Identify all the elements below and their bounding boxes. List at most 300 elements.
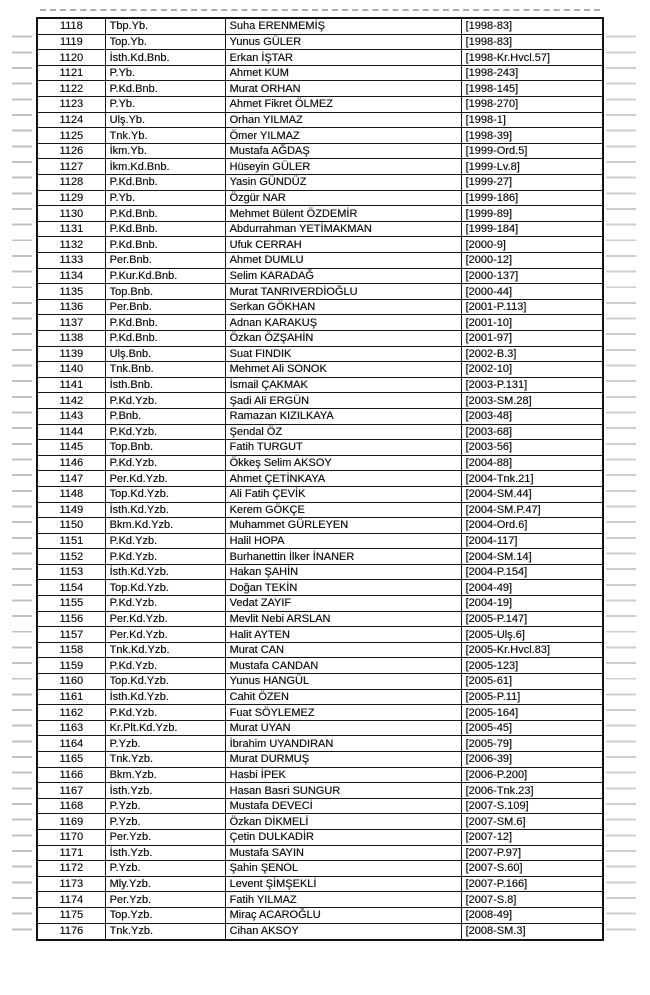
register-code-cell: [2003-P.131]	[461, 377, 603, 393]
register-code-cell: [2004-Tnk.21]	[461, 471, 603, 487]
name-cell: Vedat ZAYIF	[225, 596, 461, 612]
name-cell: Halit AYTEN	[225, 627, 461, 643]
register-code-cell: [2005-79]	[461, 736, 603, 752]
rank-cell: Top.Kd.Yzb.	[105, 486, 225, 502]
name-cell: Ali Fatih ÇEVİK	[225, 486, 461, 502]
register-code-cell: [1999-27]	[461, 175, 603, 191]
name-cell: Halil HOPA	[225, 533, 461, 549]
row-number-cell: 1175	[37, 907, 105, 923]
name-cell: Ahmet KUM	[225, 65, 461, 81]
register-code-cell: [1998-243]	[461, 65, 603, 81]
name-cell: Mevlit Nebi ARSLAN	[225, 611, 461, 627]
register-code-cell: [2002-B.3]	[461, 346, 603, 362]
row-number-cell: 1157	[37, 627, 105, 643]
rank-cell: P.Kd.Yzb.	[105, 705, 225, 721]
name-cell: Ahmet ÇETİNKAYA	[225, 471, 461, 487]
table-row	[37, 752, 603, 768]
row-number-cell: 1155	[37, 596, 105, 612]
row-number-cell: 1176	[37, 923, 105, 940]
register-code-cell: [1998-83]	[461, 18, 603, 34]
rank-cell: Tnk.Kd.Yzb.	[105, 642, 225, 658]
register-code-cell: [2004-SM.44]	[461, 486, 603, 502]
rank-cell: Kr.Plt.Kd.Yzb.	[105, 720, 225, 736]
row-number-cell: 1173	[37, 876, 105, 892]
rank-cell: Per.Kd.Yzb.	[105, 611, 225, 627]
table-row	[37, 299, 603, 315]
row-number-cell: 1159	[37, 658, 105, 674]
name-cell: Levent ŞİMŞEKLİ	[225, 876, 461, 892]
scan-noise-right	[606, 22, 636, 940]
rank-cell: Per.Kd.Yzb.	[105, 627, 225, 643]
register-code-cell: [2007-S.109]	[461, 798, 603, 814]
register-code-cell: [1998-145]	[461, 81, 603, 97]
name-cell: Fatih TURGUT	[225, 440, 461, 456]
register-code-cell: [2006-P.200]	[461, 767, 603, 783]
name-cell: Fuat SÖYLEMEZ	[225, 705, 461, 721]
table-row	[37, 221, 603, 237]
name-cell: Selim KARADAĞ	[225, 268, 461, 284]
row-number-cell: 1162	[37, 705, 105, 721]
rank-cell: P.Kd.Bnb.	[105, 206, 225, 222]
table-row	[37, 642, 603, 658]
rank-cell: Ulş.Bnb.	[105, 346, 225, 362]
rank-cell: P.Yzb.	[105, 736, 225, 752]
rank-cell: P.Yzb.	[105, 861, 225, 877]
row-number-cell: 1133	[37, 253, 105, 269]
name-cell: Ökkeş Selim AKSOY	[225, 455, 461, 471]
name-cell: Hakan ŞAHİN	[225, 564, 461, 580]
name-cell: Orhan YILMAZ	[225, 112, 461, 128]
register-code-cell: [2004-117]	[461, 533, 603, 549]
rank-cell: İsth.Kd.Yzb.	[105, 689, 225, 705]
name-cell: Abdurrahman YETİMAKMAN	[225, 221, 461, 237]
register-code-cell: [2001-P.113]	[461, 299, 603, 315]
rank-cell: P.Kd.Bnb.	[105, 81, 225, 97]
rank-cell: Per.Kd.Yzb.	[105, 471, 225, 487]
scan-noise-left	[12, 22, 32, 940]
register-code-cell: [2003-48]	[461, 408, 603, 424]
name-cell: Murat DURMUŞ	[225, 752, 461, 768]
row-number-cell: 1140	[37, 362, 105, 378]
row-number-cell: 1130	[37, 206, 105, 222]
rank-cell: İsth.Kd.Yzb.	[105, 502, 225, 518]
table-row	[37, 720, 603, 736]
table-row	[37, 471, 603, 487]
table-row	[37, 65, 603, 81]
row-number-cell: 1125	[37, 128, 105, 144]
row-number-cell: 1118	[37, 18, 105, 34]
rank-cell: Tnk.Yb.	[105, 128, 225, 144]
row-number-cell: 1134	[37, 268, 105, 284]
table-row	[37, 798, 603, 814]
rank-cell: Per.Bnb.	[105, 299, 225, 315]
row-number-cell: 1153	[37, 564, 105, 580]
register-code-cell: [2000-9]	[461, 237, 603, 253]
row-number-cell: 1136	[37, 299, 105, 315]
table-row	[37, 892, 603, 908]
name-cell: Şendal ÖZ	[225, 424, 461, 440]
name-cell: Çetin DULKADİR	[225, 829, 461, 845]
table-row	[37, 175, 603, 191]
row-number-cell: 1147	[37, 471, 105, 487]
table-row	[37, 518, 603, 534]
row-number-cell: 1149	[37, 502, 105, 518]
rank-cell: Tnk.Yzb.	[105, 752, 225, 768]
register-code-cell: [1998-Kr.Hvcl.57]	[461, 50, 603, 66]
row-number-cell: 1156	[37, 611, 105, 627]
row-number-cell: 1170	[37, 829, 105, 845]
register-code-cell: [1999-184]	[461, 221, 603, 237]
register-code-cell: [2006-Tnk.23]	[461, 783, 603, 799]
name-cell: Hasbi İPEK	[225, 767, 461, 783]
row-number-cell: 1138	[37, 330, 105, 346]
rank-cell: Top.Bnb.	[105, 284, 225, 300]
table-row	[37, 533, 603, 549]
table-row	[37, 97, 603, 113]
name-cell: Murat TANRIVERDİOĞLU	[225, 284, 461, 300]
table-row	[37, 611, 603, 627]
register-code-cell: [1999-Ord.5]	[461, 143, 603, 159]
register-code-cell: [1999-Lv.8]	[461, 159, 603, 175]
name-cell: Adnan KARAKUŞ	[225, 315, 461, 331]
table-row	[37, 18, 603, 34]
table-row	[37, 284, 603, 300]
rank-cell: Top.Yb.	[105, 34, 225, 50]
rank-cell: Top.Bnb.	[105, 440, 225, 456]
row-number-cell: 1150	[37, 518, 105, 534]
rank-cell: Top.Yzb.	[105, 907, 225, 923]
table-row	[37, 564, 603, 580]
name-cell: Muhammet GÜRLEYEN	[225, 518, 461, 534]
rank-cell: Tnk.Bnb.	[105, 362, 225, 378]
row-number-cell: 1146	[37, 455, 105, 471]
table-row	[37, 50, 603, 66]
name-cell: Şadi Ali ERGÜN	[225, 393, 461, 409]
name-cell: Hasan Basri SUNGUR	[225, 783, 461, 799]
name-cell: Erkan İŞTAR	[225, 50, 461, 66]
name-cell: Yasin GÜNDÜZ	[225, 175, 461, 191]
name-cell: Ahmet Fikret ÖLMEZ	[225, 97, 461, 113]
row-number-cell: 1129	[37, 190, 105, 206]
table-row	[37, 362, 603, 378]
rank-cell: İsth.Kd.Yzb.	[105, 564, 225, 580]
rank-cell: Tbp.Yb.	[105, 18, 225, 34]
table-row	[37, 674, 603, 690]
table-row	[37, 268, 603, 284]
table-row	[37, 814, 603, 830]
name-cell: Mehmet Ali SONOK	[225, 362, 461, 378]
name-cell: Özkan DİKMELİ	[225, 814, 461, 830]
rank-cell: Bkm.Kd.Yzb.	[105, 518, 225, 534]
table-row	[37, 377, 603, 393]
row-number-cell: 1168	[37, 798, 105, 814]
row-number-cell: 1166	[37, 767, 105, 783]
table-row	[37, 486, 603, 502]
table-row	[37, 580, 603, 596]
table-row	[37, 689, 603, 705]
register-code-cell: [2003-56]	[461, 440, 603, 456]
register-code-cell: [2008-49]	[461, 907, 603, 923]
name-cell: Mustafa CANDAN	[225, 658, 461, 674]
name-cell: Fatih YILMAZ	[225, 892, 461, 908]
row-number-cell: 1172	[37, 861, 105, 877]
table-row	[37, 190, 603, 206]
row-number-cell: 1127	[37, 159, 105, 175]
name-cell: Yunus HANGÜL	[225, 674, 461, 690]
name-cell: Ahmet DUMLU	[225, 253, 461, 269]
row-number-cell: 1121	[37, 65, 105, 81]
rank-cell: P.Kur.Kd.Bnb.	[105, 268, 225, 284]
register-code-cell: [1999-186]	[461, 190, 603, 206]
row-number-cell: 1123	[37, 97, 105, 113]
rank-cell: P.Kd.Yzb.	[105, 596, 225, 612]
row-number-cell: 1171	[37, 845, 105, 861]
register-code-cell: [2004-88]	[461, 455, 603, 471]
rank-cell: İsth.Yzb.	[105, 845, 225, 861]
table-row	[37, 34, 603, 50]
register-code-cell: [2000-44]	[461, 284, 603, 300]
register-code-cell: [2000-12]	[461, 253, 603, 269]
register-code-cell: [2005-P.11]	[461, 689, 603, 705]
register-code-cell: [2007-12]	[461, 829, 603, 845]
row-number-cell: 1169	[37, 814, 105, 830]
rank-cell: P.Yzb.	[105, 814, 225, 830]
rank-cell: P.Bnb.	[105, 408, 225, 424]
register-code-cell: [2007-P.97]	[461, 845, 603, 861]
row-number-cell: 1131	[37, 221, 105, 237]
table-row	[37, 206, 603, 222]
register-code-cell: [2003-68]	[461, 424, 603, 440]
rank-cell: Top.Kd.Yzb.	[105, 674, 225, 690]
table-row	[37, 253, 603, 269]
row-number-cell: 1144	[37, 424, 105, 440]
rank-cell: Ulş.Yb.	[105, 112, 225, 128]
rank-cell: P.Yzb.	[105, 798, 225, 814]
register-code-cell: [1999-89]	[461, 206, 603, 222]
personnel-roster-table	[36, 17, 604, 941]
table-row	[37, 829, 603, 845]
table-row	[37, 596, 603, 612]
table-row	[37, 159, 603, 175]
rank-cell: P.Kd.Yzb.	[105, 658, 225, 674]
register-code-cell: [2004-SM.14]	[461, 549, 603, 565]
row-number-cell: 1145	[37, 440, 105, 456]
rank-cell: Per.Bnb.	[105, 253, 225, 269]
register-code-cell: [2005-P.147]	[461, 611, 603, 627]
table-row	[37, 408, 603, 424]
register-code-cell: [1998-1]	[461, 112, 603, 128]
register-code-cell: [2007-SM.6]	[461, 814, 603, 830]
scan-noise-top	[40, 9, 600, 13]
row-number-cell: 1148	[37, 486, 105, 502]
register-code-cell: [2004-Ord.6]	[461, 518, 603, 534]
register-code-cell: [2004-P.154]	[461, 564, 603, 580]
row-number-cell: 1143	[37, 408, 105, 424]
table-row	[37, 315, 603, 331]
row-number-cell: 1141	[37, 377, 105, 393]
rank-cell: P.Kd.Bnb.	[105, 330, 225, 346]
register-code-cell: [2004-SM.P.47]	[461, 502, 603, 518]
table-row	[37, 455, 603, 471]
table-row	[37, 767, 603, 783]
table-row	[37, 424, 603, 440]
name-cell: Özgür NAR	[225, 190, 461, 206]
name-cell: Cahit ÖZEN	[225, 689, 461, 705]
table-row	[37, 143, 603, 159]
register-code-cell: [1998-270]	[461, 97, 603, 113]
row-number-cell: 1139	[37, 346, 105, 362]
name-cell: Mustafa AĞDAŞ	[225, 143, 461, 159]
rank-cell: P.Kd.Bnb.	[105, 237, 225, 253]
register-code-cell: [2005-123]	[461, 658, 603, 674]
name-cell: Özkan ÖZŞAHİN	[225, 330, 461, 346]
rank-cell: P.Kd.Bnb.	[105, 175, 225, 191]
rank-cell: Mly.Yzb.	[105, 876, 225, 892]
name-cell: İbrahim UYANDIRAN	[225, 736, 461, 752]
table-row	[37, 876, 603, 892]
table-row	[37, 502, 603, 518]
row-number-cell: 1124	[37, 112, 105, 128]
row-number-cell: 1160	[37, 674, 105, 690]
rank-cell: P.Yb.	[105, 190, 225, 206]
rank-cell: Top.Kd.Yzb.	[105, 580, 225, 596]
table-row	[37, 549, 603, 565]
row-number-cell: 1152	[37, 549, 105, 565]
row-number-cell: 1161	[37, 689, 105, 705]
register-code-cell: [1998-83]	[461, 34, 603, 50]
name-cell: Mustafa DEVECİ	[225, 798, 461, 814]
row-number-cell: 1167	[37, 783, 105, 799]
table-row	[37, 923, 603, 940]
register-code-cell: [1998-39]	[461, 128, 603, 144]
name-cell: Murat ORHAN	[225, 81, 461, 97]
rank-cell: Bkm.Yzb.	[105, 767, 225, 783]
name-cell: Murat CAN	[225, 642, 461, 658]
name-cell: Suha ERENMEMİŞ	[225, 18, 461, 34]
rank-cell: İkm.Yb.	[105, 143, 225, 159]
row-number-cell: 1163	[37, 720, 105, 736]
rank-cell: Tnk.Yzb.	[105, 923, 225, 940]
register-code-cell: [2005-45]	[461, 720, 603, 736]
name-cell: Serkan GÖKHAN	[225, 299, 461, 315]
row-number-cell: 1165	[37, 752, 105, 768]
row-number-cell: 1122	[37, 81, 105, 97]
rank-cell: İkm.Kd.Bnb.	[105, 159, 225, 175]
row-number-cell: 1151	[37, 533, 105, 549]
rank-cell: P.Kd.Yzb.	[105, 455, 225, 471]
rank-cell: P.Kd.Yzb.	[105, 533, 225, 549]
rank-cell: P.Kd.Bnb.	[105, 315, 225, 331]
row-number-cell: 1154	[37, 580, 105, 596]
table-row	[37, 845, 603, 861]
register-code-cell: [2005-Kr.Hvcl.83]	[461, 642, 603, 658]
rank-cell: Per.Yzb.	[105, 829, 225, 845]
rank-cell: P.Kd.Yzb.	[105, 549, 225, 565]
table-row	[37, 81, 603, 97]
row-number-cell: 1119	[37, 34, 105, 50]
register-code-cell: [2004-19]	[461, 596, 603, 612]
table-row	[37, 330, 603, 346]
row-number-cell: 1158	[37, 642, 105, 658]
name-cell: Cihan AKSOY	[225, 923, 461, 940]
register-code-cell: [2004-49]	[461, 580, 603, 596]
table-row	[37, 783, 603, 799]
name-cell: Ramazan KIZILKAYA	[225, 408, 461, 424]
table-row	[37, 128, 603, 144]
row-number-cell: 1126	[37, 143, 105, 159]
name-cell: Burhanettin İlker İNANER	[225, 549, 461, 565]
rank-cell: İsth.Yzb.	[105, 783, 225, 799]
name-cell: Mehmet Bülent ÖZDEMİR	[225, 206, 461, 222]
register-code-cell: [2007-S.60]	[461, 861, 603, 877]
table-row	[37, 907, 603, 923]
register-code-cell: [2007-P.166]	[461, 876, 603, 892]
table-row	[37, 440, 603, 456]
register-code-cell: [2000-137]	[461, 268, 603, 284]
table-row	[37, 861, 603, 877]
row-number-cell: 1137	[37, 315, 105, 331]
row-number-cell: 1142	[37, 393, 105, 409]
table-row	[37, 705, 603, 721]
rank-cell: P.Yb.	[105, 65, 225, 81]
rank-cell: P.Kd.Yzb.	[105, 393, 225, 409]
name-cell: Kerem GÖKÇE	[225, 502, 461, 518]
name-cell: Şahin ŞENOL	[225, 861, 461, 877]
name-cell: Murat UYAN	[225, 720, 461, 736]
row-number-cell: 1164	[37, 736, 105, 752]
register-code-cell: [2007-S.8]	[461, 892, 603, 908]
name-cell: Doğan TEKİN	[225, 580, 461, 596]
table-row	[37, 346, 603, 362]
register-code-cell: [2003-SM.28]	[461, 393, 603, 409]
table-row	[37, 237, 603, 253]
register-code-cell: [2008-SM.3]	[461, 923, 603, 940]
name-cell: Mustafa SAYIN	[225, 845, 461, 861]
row-number-cell: 1128	[37, 175, 105, 191]
name-cell: Yunus GÜLER	[225, 34, 461, 50]
table-row	[37, 658, 603, 674]
rank-cell: P.Kd.Bnb.	[105, 221, 225, 237]
name-cell: İsmail ÇAKMAK	[225, 377, 461, 393]
name-cell: Hüseyin GÜLER	[225, 159, 461, 175]
table-row	[37, 627, 603, 643]
row-number-cell: 1120	[37, 50, 105, 66]
rank-cell: İsth.Bnb.	[105, 377, 225, 393]
row-number-cell: 1174	[37, 892, 105, 908]
name-cell: Miraç ACAROĞLU	[225, 907, 461, 923]
register-code-cell: [2005-61]	[461, 674, 603, 690]
rank-cell: İsth.Kd.Bnb.	[105, 50, 225, 66]
name-cell: Ömer YILMAZ	[225, 128, 461, 144]
rank-cell: P.Kd.Yzb.	[105, 424, 225, 440]
name-cell: Ufuk CERRAH	[225, 237, 461, 253]
register-code-cell: [2001-10]	[461, 315, 603, 331]
name-cell: Suat FINDIK	[225, 346, 461, 362]
rank-cell: Per.Yzb.	[105, 892, 225, 908]
table-row	[37, 736, 603, 752]
table-row	[37, 393, 603, 409]
register-code-cell: [2002-10]	[461, 362, 603, 378]
register-code-cell: [2005-Ulş.6]	[461, 627, 603, 643]
row-number-cell: 1132	[37, 237, 105, 253]
row-number-cell: 1135	[37, 284, 105, 300]
register-code-cell: [2006-39]	[461, 752, 603, 768]
personnel-roster-body	[37, 18, 603, 940]
rank-cell: P.Yb.	[105, 97, 225, 113]
table-row	[37, 112, 603, 128]
register-code-cell: [2005-164]	[461, 705, 603, 721]
register-code-cell: [2001-97]	[461, 330, 603, 346]
